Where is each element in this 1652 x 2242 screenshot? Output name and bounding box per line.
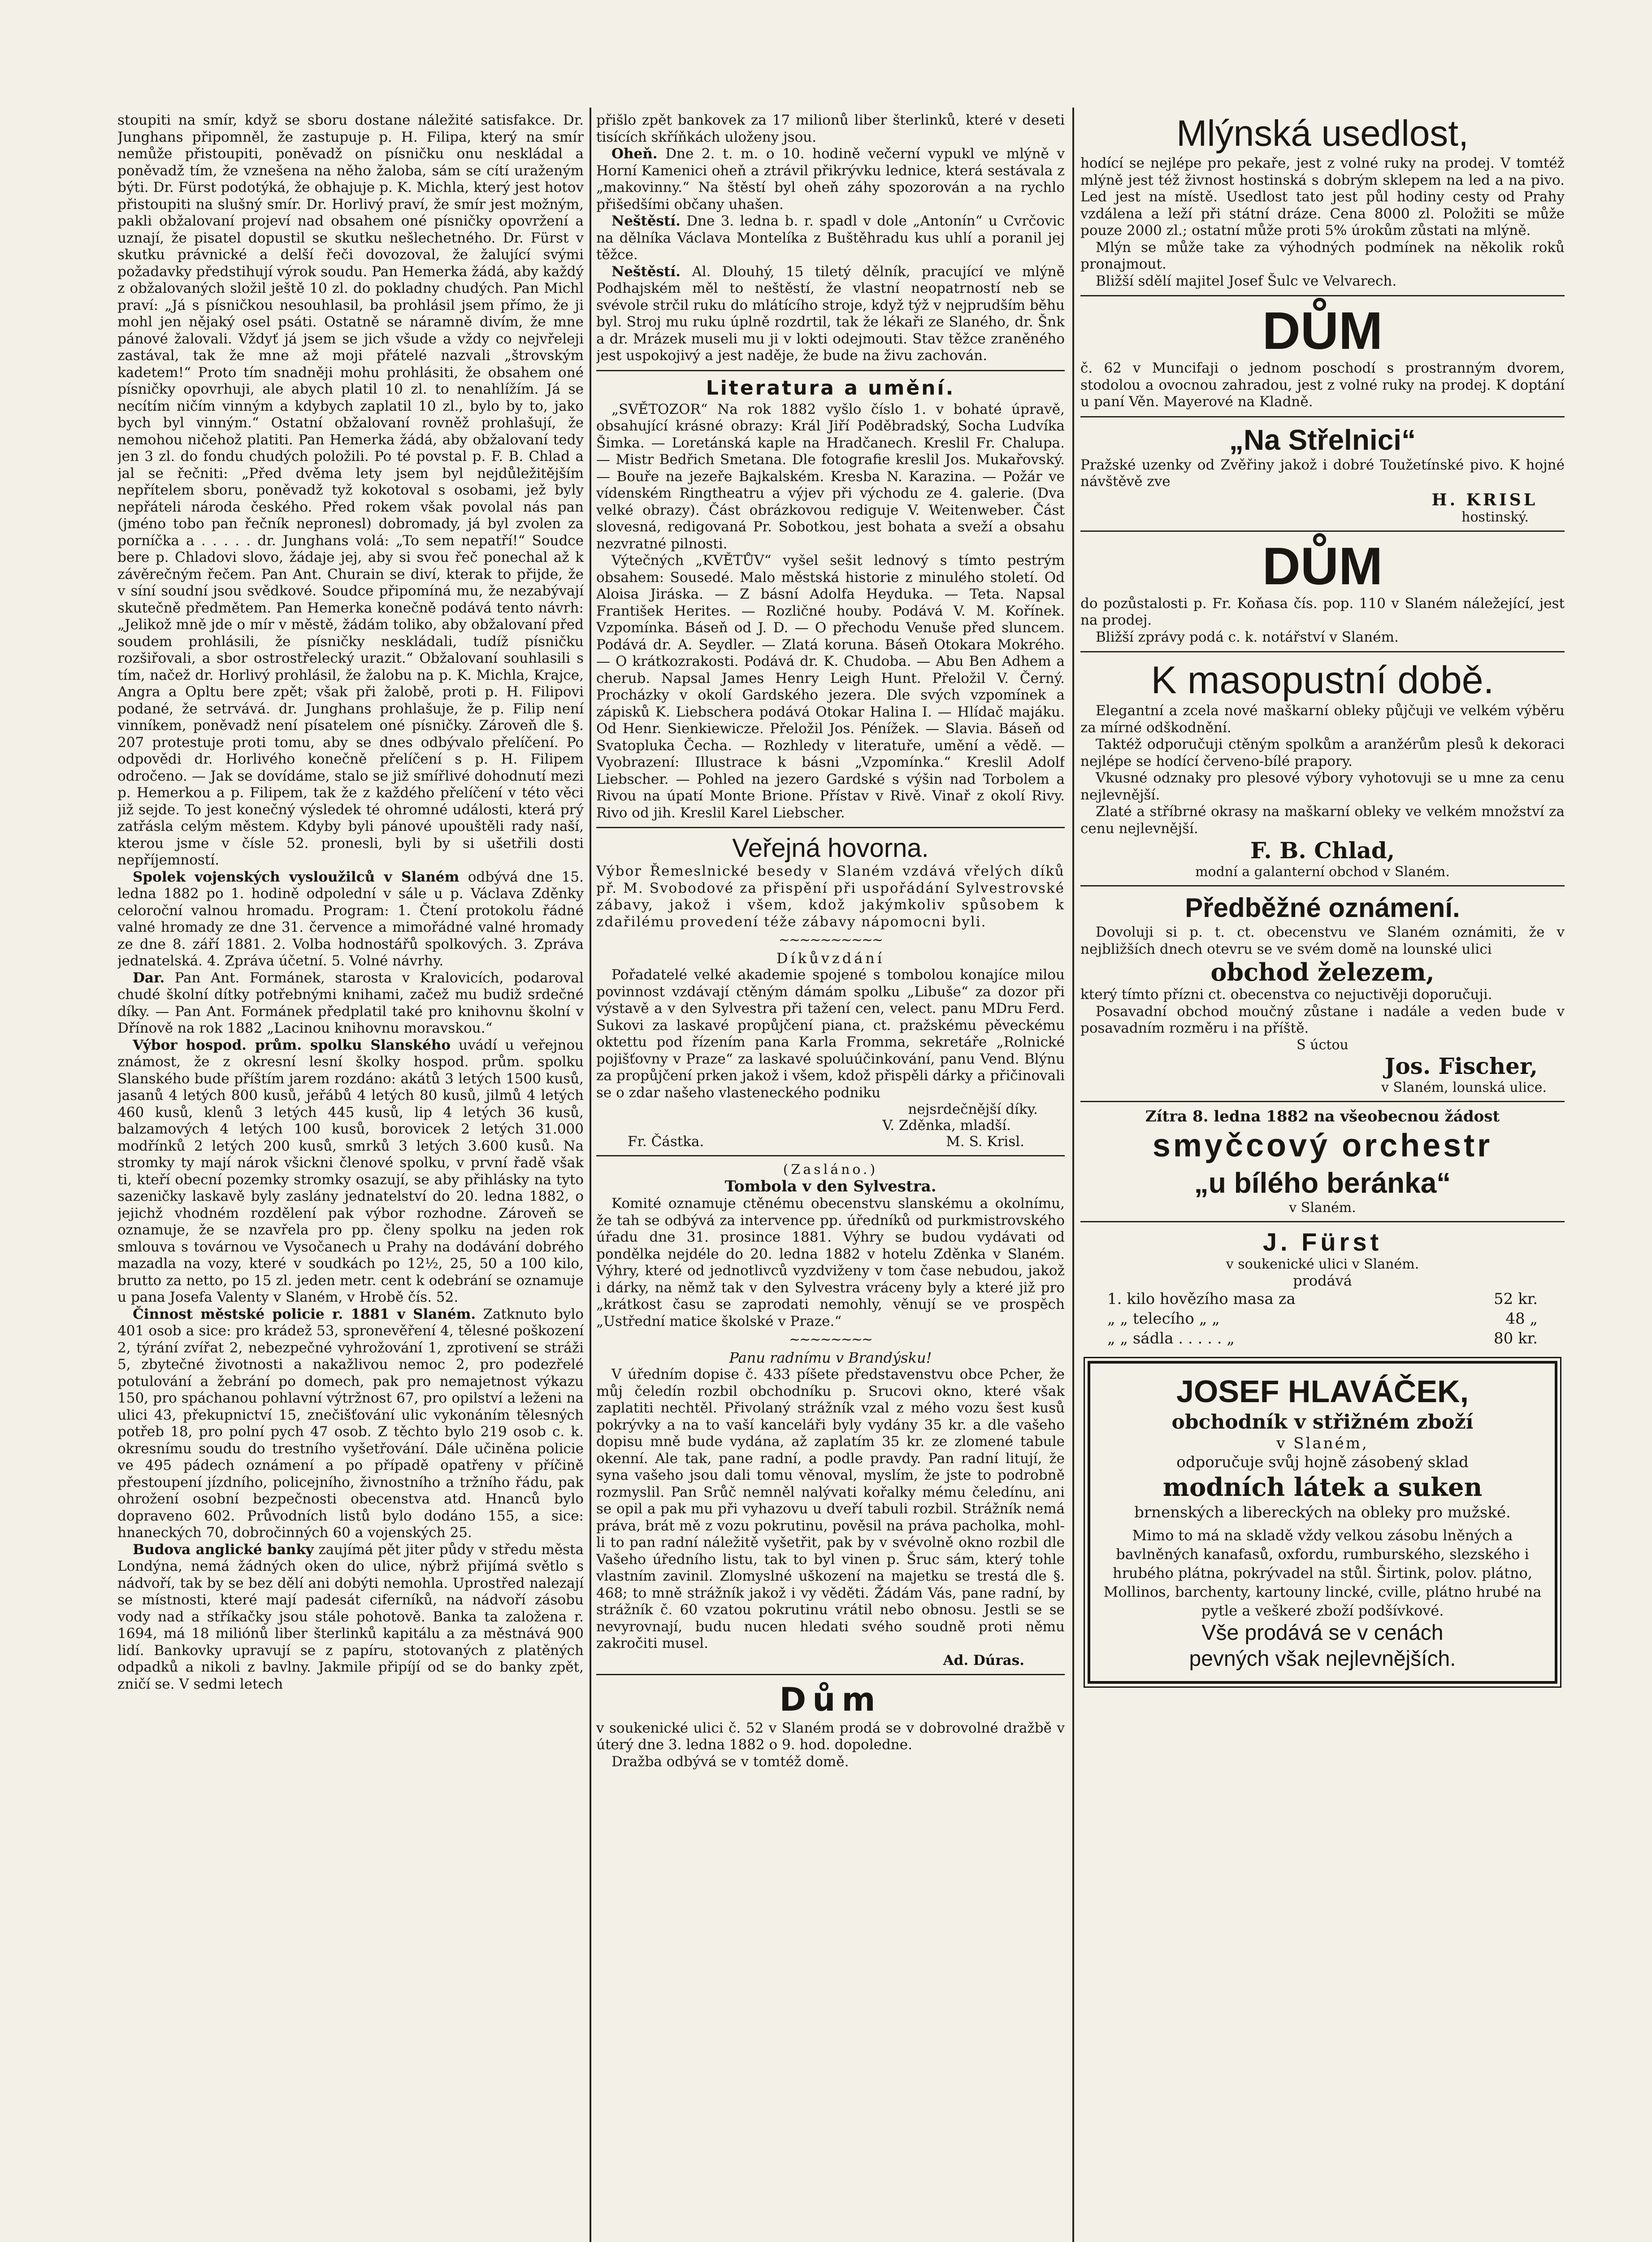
column-right [1080, 112, 1565, 2242]
news-item-heading: Budova anglické banky [133, 1541, 314, 1558]
news-item-continued: přišlo zpět bankovek za 17 milionů liber šterlinků, které v deseti tisících skříňkách uloženy jsou. [596, 112, 1065, 145]
news-item-heading: Dar. [133, 969, 165, 986]
ad-text: Mlýn se může take za výhodných podmínek na několik roků pronajmout. [1080, 239, 1565, 272]
letter-title: Tombola v den Sylvestra. [724, 1177, 937, 1195]
divider [1080, 651, 1565, 652]
news-item [596, 146, 1065, 213]
ad-text: Bližší sdělí majitel Josef Šulc ve Velvarech. [1096, 273, 1397, 289]
signature-title: modní a galanterní obchod v Slaném. [1195, 864, 1450, 880]
divider [596, 827, 1065, 828]
price-label: 1. kilo hovězího masa za [1107, 1290, 1296, 1308]
ad-title: DŮM [1262, 301, 1383, 361]
signature: H. KRISL [1431, 490, 1538, 509]
news-item-body: zaujímá pět jiter půdy v středu města Londýna, nemá žádných oken do ulice, nýbrž přijímá světlo s nádvoří, tak by se bez dělí ani dobýti nemohla. Uprostřed nalezají se místnosti, které mají padesát ciferníků, na nádvoří zásobu vody nad a stříkačky jsou stále pohotově. Banka ta založena r. 1694, má 18 miliónů liber šterlinků kapitálu a za městnává 900 lidí. Bankovky upravují se z papíru, stotovaných z platěných odpadků a nikoli z bavlny. Jakmile připíjí od se do banky zpět, zničí se. V sedmi letech [117, 1541, 584, 1692]
letter: V úředním dopise č. 433 píšete představenstvu obce Pcher, že můj čeledín rozbil obchodníku p. Srucovi okno, které však zaplatiti nechtěl. Přivolaný strážník vzal z mého vozu šest kusů pokrývky a na to vaší kanceláři byly vydány 35 kr. a dle vašeho dopisu mně bude vydána, až zaplatím 35 kr. ze zlomené tabule okenní. Ale tak, pane radní, a podle pravdy. Pan radní litují, že syna vašeho jsou dali tomu věnoval, myslím, že jste to podrobně rozmyslil. Pan Srůč nemněl nalývati kořalky mému čeledínu, ani se opil a pak mu při vyhazovu u dveří tabuli rozbil. Strážník nemá práva, brát mě z vozu pokrutinu, pověsil na práva pacholka, mohl-li to pan radní náležitě vyšetřit, pak by v svévolně okno rozbil dle Vašeho úředního listu, tak to byl vinen p. Šruc sám, který tohle vlastním zavinil. Zlomyslné uškození na majetku se trestá dle §. 468; to mně strážník jakož i vy věděti. Žádám Vás, pane radní, by strážník č. 60 vzatou pokrutinu vrátil nebo obnosu. Jestli se se nevyrovnají, budu nucen hledati svého soudně proti němu zakročiti musel. [596, 1366, 1065, 1651]
ad-text: Bližší zprávy podá c. k. notářství v Slaném. [1096, 629, 1399, 645]
news-item-body: Zatknuto bylo 401 osob a sice: pro krádež 53, spronevěření 4, tělesné poškození 2, týrání zvířat 2, nebezpečné vyhrožování 1, zprotivení se stráži 5, zbytečné životnosti a nakažlivou nemoc 2, pro podezřelé potulování a žebrání po domech, pak pro nemajetnost výkazu 150, pro spáchanou pohlavní výtržnost 67, pro opilství a leženi na ulici 43, překupnictví 15, znečišťování ulic vykonáním tělesných potřeb 18, pro polní pych 47 osob. Z těchto bylo 219 osob c. k. okresnímu soudu do trestního vyšetřování. Dále učiněna policie ve 495 pádech oznámení a po případě opatřeny v příčině přestoupení jízdního, policejního, živnostního a tržního řádu, pak ohrožení osobní bezpečnosti obecenstva atd. Hnanců bylo dopraveno 602. Průvodních listů bylo dodáno 155, a sice: hnaneckých 70, dobročinných 60 a vojenských 25. [117, 1306, 584, 1541]
ad-title: K masopustní době. [1151, 659, 1494, 702]
news-item-body: uvádí u veřejnou známost, že z okresní lesní školky hospod. prům. spolku Slanského bude příštím jarem rozdáno: akátů 3 letých 1500 kusů, jasanů 4 letých 800 kusů, jeřábů 4 letých 80 kusů, jilmů 4 letých 460 kusů, klenů 3 letých 445 kusů, lip 4 letých 36 kusů, balzamových 4 letých 100 kusů, borovicek 2 letých 31.000 modřínků 2 letých 200 kusů, smrků 3 letých 3.600 kusů. Na stromky ty mají nárok všickni členové spolku, v první řadě však ti, kteří obecní pozemky stromky osazují, se aby přihlásky na tyto sazeničky laskavě byly zaslány jednatelství do 20. ledna 1882, o jejichž vhodném rozdělení pak výbor rozhodne. Zároveň se oznamuje, že se nzavřela pro pp. členy spolku na jeden rok smlouva s továrnou ve Vysočanech u Prahy na dodávání dobrého mazadla na vozy, které v soudkách po 12½, 25, 50 a 100 kilo, brutto za netto, po 15 zl. jeden metr. cent k odebrání se oznamuje u pana Josefa Valenty v Slaném, v Hrobě čís. 52. [117, 1037, 584, 1305]
ad-title: Dům [779, 1680, 882, 1718]
news-item [117, 1306, 584, 1542]
letter-closing: nejsrdečnější díky. [908, 1101, 1038, 1117]
news-item [117, 869, 584, 970]
section-title: Literatura a umění. [706, 376, 955, 400]
ad-text: Posavadní obchod moučný zůstane i nadále a veden bude v posavadním rozměru i na příště. [1080, 1003, 1565, 1036]
divider: ∼∼∼∼∼∼∼∼ [789, 1332, 872, 1347]
signature: Jos. Fischer, [1384, 1052, 1538, 1079]
ad-text: prodává [1293, 1272, 1352, 1289]
ad-title: DŮM [1262, 536, 1383, 596]
ad-text: v soukenické ulici č. 52 v Slaném prodá se v dobrovolné dražbě v úterý dne 3. ledna 1882 o 9. hod. dopoledne. [596, 1720, 1065, 1753]
letter-title: Panu radnímu v Brandýsku! [729, 1349, 932, 1366]
ad-text: Dovoluji si p. t. ct. obecenstvu ve Slaném oznámiti, že v nejbližších dnech otevru se ve svém domě na lounské ulici [1080, 924, 1565, 957]
ad-text: Pražské uzenky od Zvěřiny jakož i dobré Toužetínské pivo. K hojné návštěvě zve [1080, 456, 1565, 490]
ad-text: do pozůstalosti p. Fr. Koňasa čís. pop. 110 v Slaném náležející, jest na prodej. [1080, 595, 1565, 628]
section-title: Veřejná hovorna. [732, 834, 929, 863]
signature: M. S. Krisl. [946, 1134, 1024, 1150]
sent-label: (Zasláno.) [783, 1162, 878, 1177]
ad-title: smyčcový orchestr [1152, 1127, 1493, 1164]
kvety-review: Výtečných „KVĚTŮV“ vyšel sešit lednový s tímto pestrým obsahem: Sousedé. Malo městská historie z minulého století. Od Aloisa Jiráska. — Z básní Adolfa Heyduka. — Teta. Napsal František Herites. — Rozličné houby. Podává V. M. Kořínek. Vzpomínka. Báseň od J. D. — O přechodu Venuše před sluncem. Podává dr. A. Seydler. — Zlatá koruna. Báseň Otokara Mokrého. — O krátkozrakosti. Podává dr. K. Chudoba. — Abu Ben Adhem a cherub. Napsal James Henry Leigh Hunt. Přeložil V. Černý. Procházky v okolí Gardského jezera. Dle svých vzpomínek a zápisků K. Liebschera podává Otokar Halina I. — Hlídač majáku. Od Henr. Sienkiewicze. Přeložil Jos. Pénížek. — Slavia. Báseň od Svatopluka Čecha. — Rozhledy v literatuře, umění a vědě. — Vyobrazení: Illustrace k básni „Vzpomínka.“ Kreslil Adolf Liebscher. — Pohled na jezero Gardské s výšin nad Torbolem a Rivou na úpatí Monte Brione. Přístav v Rivě. Vinař z okolí Rivy. Rivo od jih. Kreslil Karel Liebscher. [596, 552, 1065, 821]
ad-title: Mlýnská usedlost, [1176, 113, 1469, 154]
signatures [596, 1134, 1065, 1150]
ad-text: Mimo to má na skladě vždy velkou zásobu lněných a bavlněných kanafasů, oxfordu, rumburského, slezského i hrubého plátna, pokrývadel na stůl. Širtink, polov. plátno, Mollinos, barchenty, kartouny lincké, cville, plátno hrubé na pytle a veškeré zboží podšívkové. [1103, 1526, 1542, 1619]
ad-text: Elegantní a zcela nové maškarní obleky půjčuji ve velkém výběru za mírné odškodnění. [1080, 703, 1565, 736]
divider [1080, 1221, 1565, 1222]
signature: F. B. Chlad, [1250, 837, 1395, 864]
news-item [596, 213, 1065, 264]
news-item-body: odbývá dne 15. ledna 1882 po 1. hodině odpolední v sále u p. Václava Zděnky celoroční valnou hromadu. Program: 1. Čtení protokolu řádné valné hromady ze dne 31. července a mimořádné valné hromady ze dne 8. září 1881. 2. Volba hodnostářů spolkových. 3. Zpráva jednatelská. 4. Zpráva účetní. 5. Volné návrhy. [117, 869, 584, 969]
signature-title: v Slaném, lounská ulice. [1381, 1079, 1547, 1095]
ad-text: č. 62 v Muncifaji o jednom poschodí s prostranným dvorem, stodolou a ovocnou zahradou, jest z volné ruky na prodej. K doptání u paní Věn. Mayerové na Kladně. [1080, 360, 1565, 410]
news-item [117, 970, 584, 1037]
divider [1080, 416, 1565, 417]
news-item-heading: Oheň. [611, 146, 658, 162]
divider [1080, 885, 1565, 886]
news-item-body: Pan Ant. Formánek, starosta v Kralovicích, podaroval chudé školní dítky potřebnými knihami, začež mu budiž srdečné díky. — Pan Ant. Formánek předplatil také pro knihovnu školní v Dřínově na rok 1882 „Lacinou knihovnu moravskou.“ [117, 969, 584, 1036]
signature-title: hostinský. [1461, 509, 1529, 525]
ad-text: odporučuje svůj hojně zásobený sklad [1176, 1453, 1469, 1471]
ad-title: Předběžné oznámení. [1185, 893, 1460, 923]
divider [1080, 530, 1565, 532]
news-item [117, 1542, 584, 1693]
divider [596, 1155, 1065, 1156]
price-row [1080, 1289, 1565, 1309]
divider [596, 370, 1065, 371]
ad-highlight: obchod železem, [1210, 958, 1435, 986]
ad-slogan: Vše prodává se v cenách [1201, 1621, 1444, 1645]
news-item-body: Dne 3. ledna b. r. spadl v dole „Antonín“ u Cvrčovic na dělníka Václava Montelíka z Buštěhradu kus uhlí a poranil jej těžce. [596, 213, 1065, 263]
news-item [596, 264, 1065, 365]
signature: Fr. Částka. [628, 1134, 704, 1150]
price-value: 48 „ [1505, 1309, 1538, 1328]
news-item-heading: Spolek vojenských vysloužilců v Slaném [133, 869, 460, 885]
news-item-body: Al. Dlouhý, 15 tiletý dělník, pracující ve mlýně Podhajském měl to neštěstí, že vlastní neopatrností neb se svévole strčil ruku do mlátícího stroje, když týž v nejprudším běhu byl. Stroj mu ruku úplně rozdrtil, tak že lékaři ze Slaného, dr. Šnk a dr. Mrázek museli mu ji v lokti odejmouti. Stav těžce zraněného jest uspokojivý a jest naděje, že bude na živu zachován. [596, 263, 1065, 364]
column-rule [1072, 108, 1074, 2242]
ad-place: v soukenické ulici v Slaném. [1226, 1256, 1419, 1272]
column-left [117, 112, 584, 2242]
price-label: „ „ telecího „ „ [1107, 1309, 1220, 1328]
divider: ∼∼∼∼∼∼∼∼∼∼ [778, 932, 883, 948]
hlavacek-ad-box [1088, 1361, 1557, 1684]
ad-place: v Slaném. [1289, 1199, 1356, 1216]
ad-slogan: pevných však nejlevnějších. [1189, 1647, 1456, 1671]
column-rule [590, 108, 591, 2242]
letter: Pořadatelé velké akademie spojené s tombolou konajíce milou povinnost vzdávají ctěným dámám spolku „Libuše“ za dozor při výstavě a v den Sylvestra při tažení cen, velect. panu MDru Ferd. Sukovi za laskavé propůjčení piana, ct. pražskému pěveckému oktettu pod řízením pana Karla Fromma, sekretáře „Rolnické pojišťovny v Praze“ za laskavé spoluúčinkování, panu Vend. Blýnu za propůjčení prken jakož i všem, kdož přispěli dárky a přičinovali se o zdar našeho vlasteneckého podniku [596, 967, 1065, 1101]
news-item-heading: Výbor hospod. prům. spolku Slanského [133, 1037, 451, 1053]
news-item-heading: Činnost městské policie r. 1881 v Slaném. [133, 1306, 476, 1322]
closing: S úctou [1296, 1037, 1348, 1053]
news-item-heading: Neštěstí. [611, 213, 681, 229]
news-item-body: Dne 2. t. m. o 10. hodině večerní vypukl ve mlýně v Horní Kamenici oheň a ztrávil přikrývku lednice, která sestávala z „makovinny.“ Na štěstí byl oheň záhy spozorován a na rychlo přišedšími občany uhašen. [596, 146, 1065, 213]
ad-title: JOSEF HLAVÁČEK, [1176, 1373, 1469, 1409]
price-value: 80 kr. [1494, 1329, 1538, 1347]
divider [596, 1674, 1065, 1675]
ad-title: „Na Střelnici“ [1229, 423, 1416, 456]
letter: Komité oznamuje ctěnému obecenstvu slanskému a okolnímu, že tah se odbývá za intervence pp. úředníků od purkmistrovského úřadu dne 31. prosince 1881. Výhry se budou vydávati od pondělka nejdéle do 20. ledna 1882 v hotelu Zděnka v Slaném. Výhry, které od jednotlivců vyzdviženy v tom čase nebudou, jakož i dárky, na němž tak v den Sylvestra vráceny byly a které již pro „krátkost času se zaprodati nemohly, věnují se ve prospěch „Ustřední matice školské v Praze.“ [596, 1195, 1065, 1330]
ad-text: Dražba odbývá se v tomtéž domě. [611, 1753, 849, 1770]
ad-text: Zlaté a stříbrné okrasy na maškarní obleky ve velkém množství za cenu nejlevnější. [1080, 804, 1565, 837]
ad-highlight: modních látek a suken [1162, 1472, 1483, 1502]
ad-text: Zítra 8. ledna 1882 na všeobecnou žádost [1145, 1107, 1500, 1125]
price-label: „ „ sádla . . . . . „ [1107, 1329, 1235, 1347]
divider [1080, 1101, 1565, 1102]
ad-text: Taktéž odporučuji ctěným spolkům a aranžérům plesů k dekoraci nejlépe se hodící červeno-bílé prapory. [1080, 736, 1565, 769]
news-item [117, 1037, 584, 1306]
ad-text: Vkusné odznaky pro plesové výbory vyhotovuji se u mne za cenu nejlevnější. [1080, 770, 1565, 803]
ad-text: hodící se nejlépe pro pekaře, jest z volné ruky na prodej. V tomtéž mlýně jest též živnost hostinská s dobrým sklepem na led a na pivo. Led jest na místě. Usedlost tato jest půl hodiny cesty od Prahy vzdálena a leží při státní dráze. Cena 8000 zl. Položiti se může pouze 2000 zl.; ostatní může proti 5% úrokům zůstati na mlýně. [1080, 155, 1565, 239]
svetozor-review: „SVĚTOZOR“ Na rok 1882 vyšlo číslo 1. v bohaté úpravě, obsahující krásné obrazy: Král Jiří Poděbradský, Socha Ludvíka Šimka. — Loretánská kaple na Hradčanech. Kreslil Fr. Chalupa. — Mistr Bedřich Smetana. Dle fotografie kreslil Jos. Mukařovský. — Bouře na jezeře Bajkalském. Kresba N. Karazina. — Požár ve vídenském Ringtheatru a výjev při východu ze 4. galerie. (Dva velké obrazy). Část obrázkovou rediguje V. Weitenweber. Část slovesná, redigovaná Pr. Sobotkou, jest bohata a sveží a obsahu nezvratné pilnosti. [596, 401, 1065, 552]
price-list [1080, 1289, 1565, 1348]
letter: Výbor Řemeslnické besedy v Slaném vzdává vřelých díků př. M. Svobodové za přispění při uspořádání Sylvestrovské zábavy, jakož i všem, kdož jakýmkoliv spůsobem k zdařilému provedení téže zábavy nápomocni byli. [596, 863, 1065, 930]
ad-subtitle: obchodník v střižném zboží [1171, 1410, 1474, 1434]
ad-title: „u bílého beránka“ [1194, 1166, 1451, 1199]
price-row [1080, 1309, 1565, 1329]
signature: Ad. Dúras. [943, 1652, 1024, 1668]
column-middle [596, 112, 1065, 2242]
ad-text: který tímto přízni ct. obecenstva co nejuctivěji doporučuji. [1080, 986, 1492, 1003]
letter-title: Díkůvzdání [776, 950, 885, 967]
court-report: stoupiti na smír, když se sboru dostane náležité satisfakce. Dr. Junghans připomněl, že zastupuje p. H. Filipa, který na smír nemůže přistoupiti, poněvadž on písničku onu neskládal a poněvadž tím, že vznešena na něho žaloba, sám se cítí uraženým býti. Dr. Fürst podotýká, že obhajuje p. K. Michla, který jest hotov přistoupiti na slušný smír. Dr. Horlivý praví, že smír jest možným, pakli obžalovaní projeví nad obsahem oné písničky opovržení a uznají, že pisatel dopustil se skutku nešlechetného. Dr. Fürst v skutku právnické a delší řeči dovozoval, že žalující svými požadavky předstihují výrok soudu. Pan Hemerka žádá, aby každý z obžalovaných složil ještě 10 zl. do pokladny chudých. Pan Michl praví: „Já s písničkou nesouhlasil, ba prohlásil jsem přímo, že ji mohl jen nějaký osel psáti. Ostatně se náramně divím, že mne pánové žalovali. Vždyť já jsem se jich všude a vždy co nejvřeleji zastával, tak že mne až moji přátelé nazvali „štrovským kadetem!“ Proto tím snadněji mohu prohlásiti, že obsahem oné písničky opovrhuji, ale abych platil 10 zl. to nenahlížím. Já se necítím ničím vinným a kdybych zaplatil 10 zl., bylo by to, jako bych byl vinným.“ Ostatní obžalovaní rovněž prohlašují, že nemohou ničehož platiti. Pan Hemerka žádá, aby obžalovaní tedy jen 3 zl. do fondu chudých položili. Po té povstal p. F. B. Chlad a jal se řečniti: „Před dvěma lety jsem byl nejdůležitějším nepřítelem sboru, poněvadž tyž kokotoval s osobami, jež byly nepřáteli národa českého. Před rokem však povolal nás pan (jméno tobo pan řečník nepronesl) dobromady, já byl zvolen za porníčka a . . . . . dr. Junghans volá: „To sem nepatří!“ Soudce bere p. Chladovi slovo, žádaje jej, aby si svou řeč ponechal až k závěrečným řečem. Pan Ant. Churain se diví, kterak to přijde, že v síní soudní jsou svědkové. Soudce připomíná mu, že nezabývají skutečně předmětem. Pan Hemerka konečně podává tento návrh: „Jelikož mně jde o mír v městě, žádám toliko, aby obžalovaní před soudem prohlásili, že písničky neskládali, tudíž písničku rozšiřovali, a sbor ostrostřelecký urazit.“ Obžalovaní souhlasili s tím, načež dr. Horlivý prohlásil, že žalobu na p. K. Michla, Krajce, Angra a Opltu bere zpět; však při žalobě, proti p. H. Filipovi podané, že setrvává. dr. Junghans prohlašuje, že p. Filip není vinníkem, poněvadž není písatelem oné písničky. Zároveň dle §. 207 protestuje proti tomu, aby se dnes odbývalo přelíčení. Po odpovědi dr. Horlivého konečně přelíčení s p. H. Filipem odročeno. — Jak se dovídáme, stalo se již smířlivé dohodnutí mezi p. Hemerkou a p. Filipem, tak že z každého přelíčení v této věci již sejde. To jest konečný výsledek té ohromné události, která prý zatřásla celým městem. Kdyby byli pánové upouštěli rady naší, kterou jsme v čísle 52. pronesli, byli by si ušetřili dosti nepříjemností. [117, 112, 584, 868]
ad-place: v Slaném, [1276, 1434, 1369, 1452]
ad-text: brnenských a libereckých na obleky pro mužské. [1134, 1503, 1511, 1521]
news-item-heading: Neštěstí. [611, 263, 681, 280]
price-value: 52 kr. [1494, 1290, 1538, 1308]
divider [1080, 295, 1565, 296]
ad-title: J. Fürst [1262, 1227, 1383, 1256]
price-row [1080, 1329, 1565, 1348]
signature: V. Zděnka, mladší. [882, 1117, 1011, 1134]
